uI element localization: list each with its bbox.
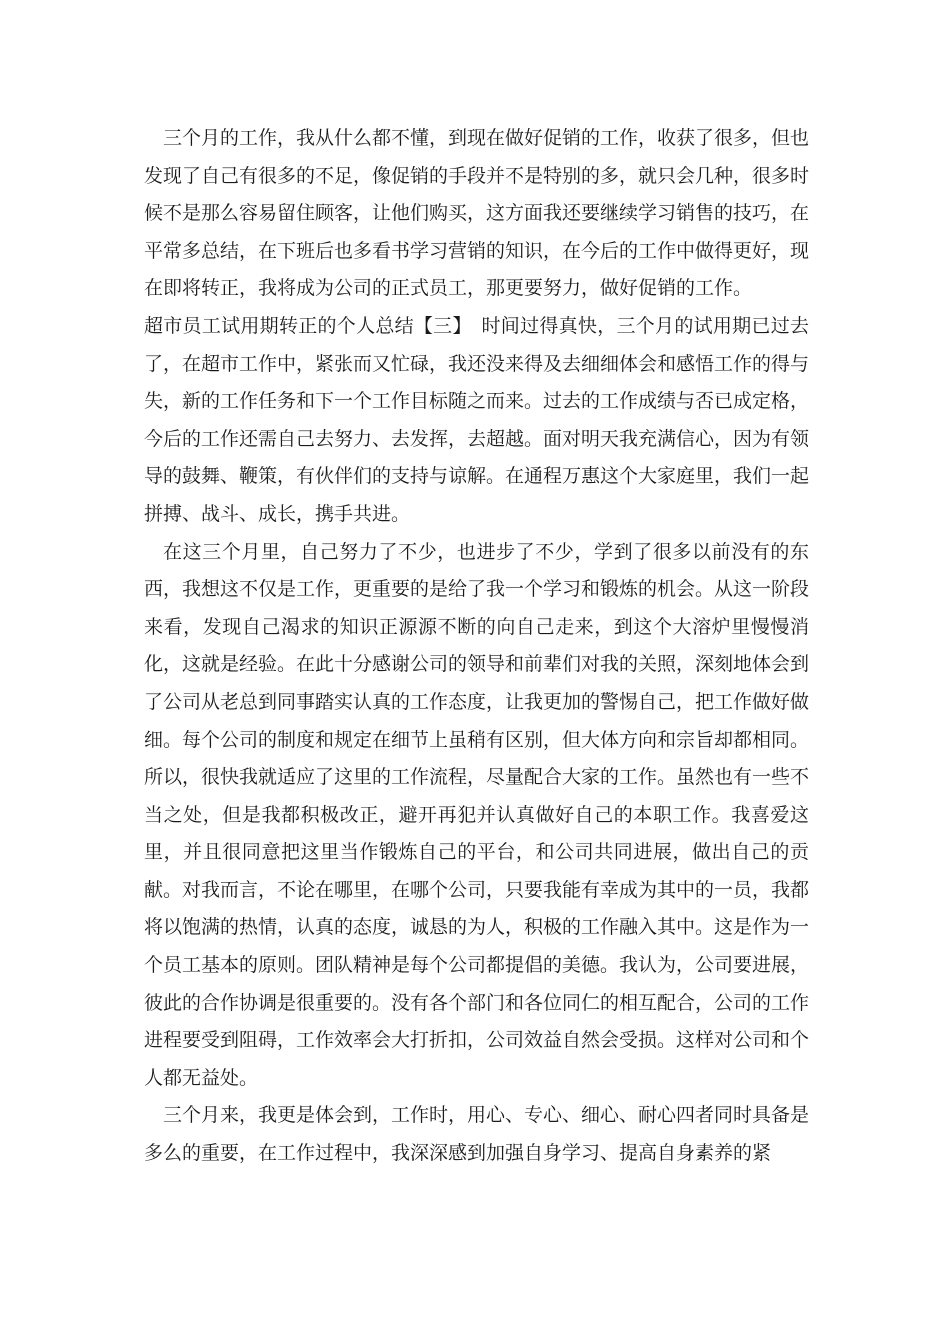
paragraph-2: [144, 308, 809, 534]
document-body: [144, 120, 809, 1173]
paragraph-3: 在这三个月里，自己努力了不少，也进步了不少，学到了很多以前没有的东西，我想这不仅是工作，更重要的是给了我一个学习和锻炼的机会。从这一阶段来看，发现自己渴求的知识正源源不断的向自己走来，到这个大溶炉里慢慢消化，这就是经验。在此十分感谢公司的领导和前辈们对我的关照，深刻地体会到了公司从老总到同事踏实认真的工作态度，让我更加的警惕自己，把工作做好做细。每个公司的制度和规定在细节上虽稍有区别，但大体方向和宗旨却都相同。所以，很快我就适应了这里的工作流程，尽量配合大家的工作。虽然也有一些不当之处，但是我都积极改正，避开再犯并认真做好自己的本职工作。我喜爱这里，并且很同意把这里当作锻炼自己的平台，和公司共同进展，做出自己的贡献。对我而言，不论在哪里，在哪个公司，只要我能有幸成为其中的一员，我都将以饱满的热情，认真的态度，诚恳的为人，积极的工作融入其中。这是作为一个员工基本的原则。团队精神是每个公司都提倡的美德。我认为，公司要进展，彼此的合作协调是很重要的。没有各个部门和各位同仁的相互配合，公司的工作进程要受到阻碍，工作效率会大打折扣，公司效益自然会受损。这样对公司和个人都无益处。: [144, 540, 810, 1089]
section-heading: 超市员工试用期转正的个人总结【三】: [144, 314, 463, 337]
paragraph-1: 三个月的工作，我从什么都不懂，到现在做好促销的工作，收获了很多，但也发现了自己有很多的不足，像促销的手段并不是特别的多，就只会几种，很多时候不是那么容易留住顾客，让他们购买，这方面我还要继续学习销售的技巧，在平常多总结，在下班后也多看书学习营销的知识，在今后的工作中做得更好，现在即将转正，我将成为公司的正式员工，那更要努力，做好促销的工作。: [144, 127, 810, 300]
paragraph-4: 三个月来，我更是体会到，工作时，用心、专心、细心、耐心四者同时具备是多么的重要，在工作过程中，我深深感到加强自身学习、提高自身素养的紧: [144, 1104, 810, 1165]
paragraph-2-text: 时间过得真快，三个月的试用期已过去了，在超市工作中，紧张而又忙碌，我还没来得及去细细体会和感悟工作的得与失，新的工作任务和下一个工作目标随之而来。过去的工作成绩与否已成定格，今后的工作还需自己去努力、去发挥，去超越。面对明天我充满信心，因为有领导的鼓舞、鞭策，有伙伴们的支持与谅解。在通程万惠这个大家庭里，我们一起拼搏、战斗、成长，携手共进。: [144, 314, 810, 525]
